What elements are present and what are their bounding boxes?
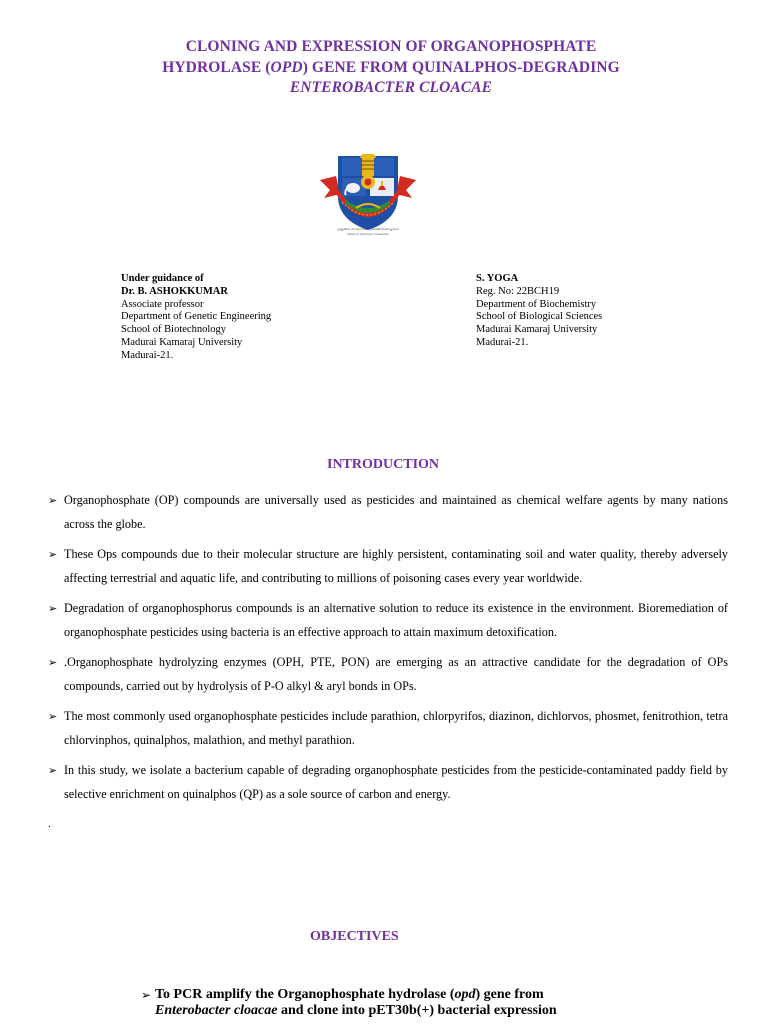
objective-text: To PCR amplify the Organophosphate hydrolase (opd) gene from Enterobacter cloacae and clone into pET30b(+) bacterial expression [155, 987, 557, 1018]
list-item: ➢ .Organophosphate hydrolyzing enzymes (OPH, PTE, PON) are emerging as an attractive candidate for the degradation of OPs compounds, carried out by hydrolysis of P-O alkyl & aryl bonds in OPs. [48, 651, 728, 698]
list-item: ➢ Organophosphate (OP) compounds are universally used as pesticides and maintained as chemical welfare agents by many nations across the globe. [48, 489, 728, 536]
arrow-bullet-icon: ➢ [48, 494, 58, 507]
guide-city: Madurai-21. [121, 349, 174, 361]
guide-name: Dr. B. ASHOKKUMAR [121, 285, 228, 297]
student-school: School of Biological Sciences [476, 311, 603, 323]
title-line-3: ENTEROBACTER CLOACAE [289, 79, 493, 96]
student-department: Department of Biochemistry [476, 298, 597, 310]
introduction-heading: INTRODUCTION [327, 457, 440, 472]
logo-caption: மதுரை காமராசர் பல்கலைக்கழகம் [337, 226, 399, 231]
arrow-bullet-icon: ➢ [48, 656, 58, 669]
objectives-heading: OBJECTIVES [310, 929, 399, 944]
document-title [0, 37, 768, 99]
objective-item [141, 987, 611, 1019]
guide-department: Department of Genetic Engineering [121, 311, 272, 323]
student-university: Madurai Kamaraj University [476, 324, 598, 336]
title-line-1: CLONING AND EXPRESSION OF ORGANOPHOSPHATE [185, 38, 597, 55]
student-city: Madurai-21. [476, 336, 529, 348]
list-item: ➢ The most commonly used organophosphate pesticides include parathion, chlorpyrifos, diazinon, dichlorvos, phosmet, fenitrothion, tetra chlorvinphos, quinalphos, malathion, and methyl parathion. [48, 705, 728, 752]
guide-school: School of Biotechnology [121, 324, 226, 336]
logo-subcaption: Madurai Kamaraj University [347, 232, 389, 236]
arrow-bullet-icon: ➢ [48, 710, 58, 723]
university-emblem-logo [316, 150, 420, 242]
arrow-bullet-icon: ➢ [48, 548, 58, 561]
arrow-bullet-icon: ➢ [48, 602, 58, 615]
guide-details [121, 273, 271, 363]
title-line-2: HYDROLASE (OPD) GENE FROM QUINALPHOS-DEGRADING [162, 58, 620, 76]
student-reg: Reg. No: 22BCH19 [476, 285, 560, 297]
trailing-dot: . [48, 818, 51, 830]
guide-designation: Associate professor [121, 298, 204, 310]
student-details [476, 273, 602, 350]
list-item: ➢ Degradation of organophosphorus compounds is an alternative solution to reduce its existence in the environment. Bioremediation of organophosphate pesticides using bacteria is an effective approach to attain maximum detoxification. [48, 597, 728, 644]
guide-university: Madurai Kamaraj University [121, 336, 243, 348]
arrow-bullet-icon: ➢ [141, 988, 152, 1002]
list-item: ➢ In this study, we isolate a bacterium capable of degrading organophosphate pesticides from the pesticide-contaminated paddy field by selective enrichment on quinalphos (QP) as a sole source of carbon and energy. [48, 759, 728, 806]
guide-heading: Under guidance of [121, 273, 204, 284]
student-name: S. YOGA [476, 273, 519, 284]
list-item: ➢ These Ops compounds due to their molecular structure are highly persistent, contaminating soil and water quality, thereby adversely affecting terrestrial and aquatic life, and contributing to millions of poisoning cases every year worldwide. [48, 543, 728, 590]
introduction-list [48, 489, 728, 813]
arrow-bullet-icon: ➢ [48, 764, 58, 777]
